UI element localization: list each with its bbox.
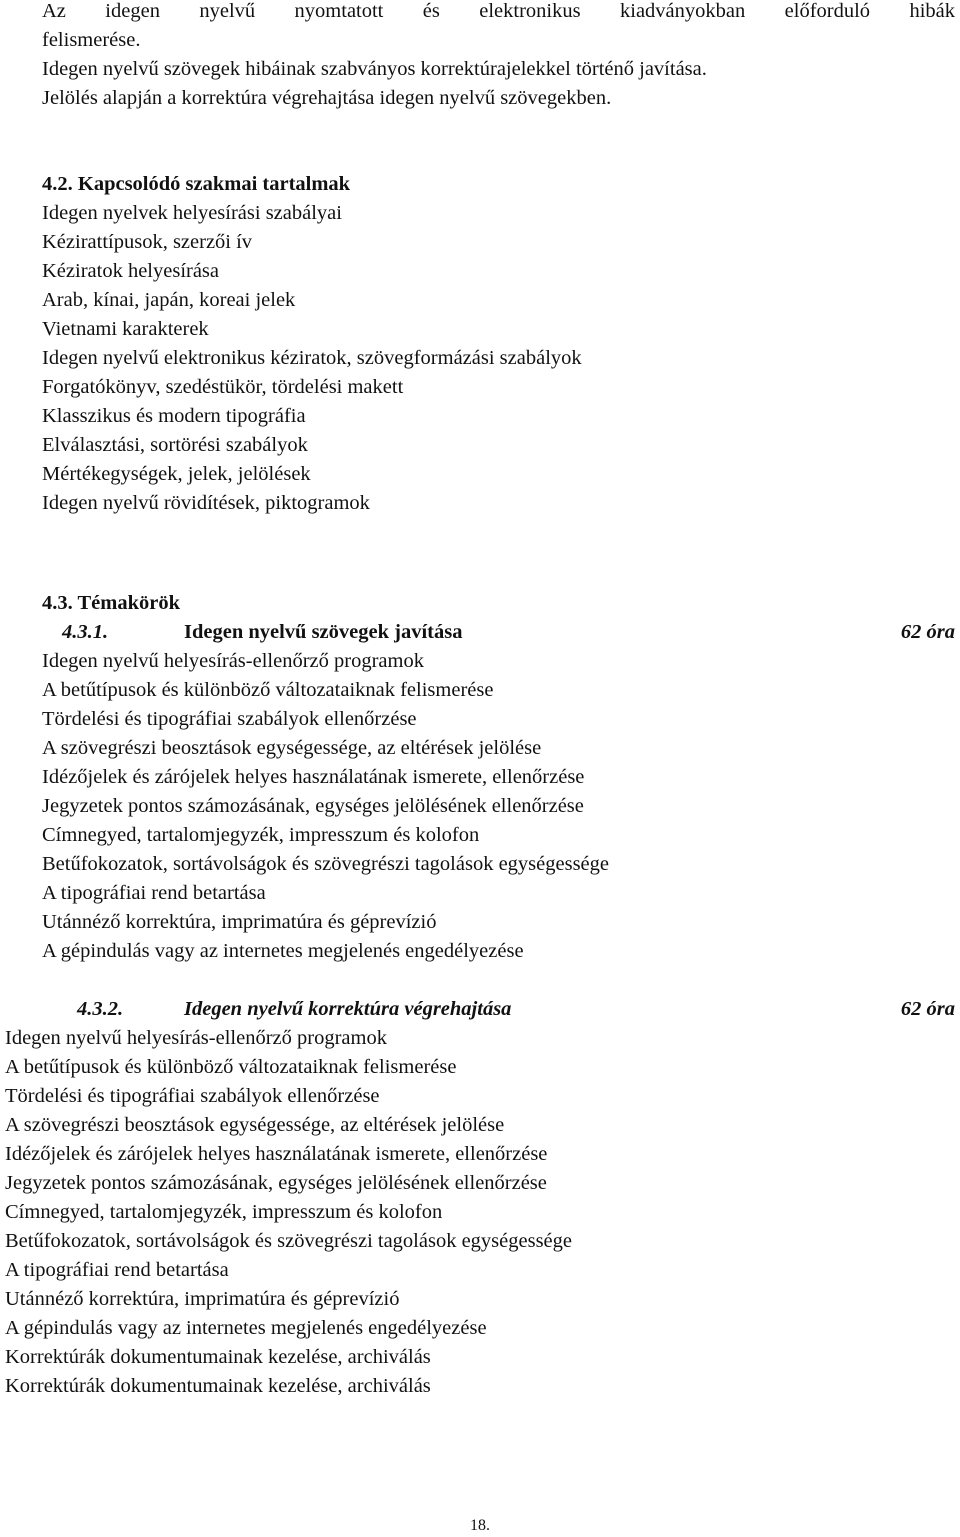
list-item: Idézőjelek és zárójelek helyes használatának ismerete, ellenőrzése [42,766,585,788]
list-item: Idegen nyelvű helyesírás-ellenőrző programok [5,1027,387,1049]
list-item: A szövegrészi beosztások egységessége, az eltérések jelölése [5,1114,505,1136]
list-item: A gépindulás vagy az internetes megjelenés engedélyezése [5,1317,487,1339]
subsection-title: Idegen nyelvű szövegek javítása [184,621,463,643]
page-number: 18. [470,1517,490,1534]
list-item: Korrektúrák dokumentumainak kezelése, archiválás [5,1375,431,1397]
list-item: A gépindulás vagy az internetes megjelenés engedélyezése [42,940,524,962]
list-item: Klasszikus és modern tipográfia [42,405,306,427]
list-item: Korrektúrák dokumentumainak kezelése, archiválás [5,1346,431,1368]
subsection-hours: 62 óra [900,998,955,1020]
list-item: Vietnami karakterek [42,318,209,340]
intro-line: Idegen nyelvű szövegek hibáinak szabványos korrektúrajelekkel történő javítása. [42,58,707,80]
section-heading-4-2: 4.2. Kapcsolódó szakmai tartalmak [42,173,351,195]
intro-line: Az idegen nyelvű nyomtatott és elektronikus kiadványokban előforduló hibák [42,0,955,22]
list-item: Kéziratok helyesírása [42,260,220,282]
list-item: Elválasztási, sortörési szabályok [42,434,308,456]
list-item: Tördelési és tipográfiai szabályok ellenőrzése [42,708,417,730]
list-item: Idegen nyelvű rövidítések, piktogramok [42,492,370,514]
list-item: Idegen nyelvű helyesírás-ellenőrző programok [42,650,424,672]
subsection-heading-4-3-2 [42,995,955,1024]
list-item: Betűfokozatok, sortávolságok és szövegrészi tagolások egységessége [5,1230,573,1252]
list-item: Mértékegységek, jelek, jelölések [42,463,311,485]
list-item: Jegyzetek pontos számozásának, egységes jelölésének ellenőrzése [5,1172,547,1194]
subsection-number: 4.3.1. [62,621,109,643]
list-item: A tipográfiai rend betartása [42,882,266,904]
list-item: Utánnéző korrektúra, imprimatúra és géprevízió [42,911,437,933]
list-item: Idézőjelek és zárójelek helyes használatának ismerete, ellenőrzése [5,1143,548,1165]
subsection-hours: 62 óra [900,621,955,643]
list-item: Arab, kínai, japán, koreai jelek [42,289,296,311]
section-heading-4-3: 4.3. Témakörök [42,592,181,614]
list-item: A betűtípusok és különböző változataiknak felismerése [5,1056,457,1078]
list-item: Címnegyed, tartalomjegyzék, impresszum és kolofon [5,1201,443,1223]
list-item: Címnegyed, tartalomjegyzék, impresszum és kolofon [42,824,480,846]
list-item: A betűtípusok és különböző változataiknak felismerése [42,679,494,701]
list-item: Jegyzetek pontos számozásának, egységes jelölésének ellenőrzése [42,795,584,817]
intro-line: Jelölés alapján a korrektúra végrehajtása idegen nyelvű szövegekben. [42,87,612,109]
intro-line: felismerése. [42,29,141,51]
list-item: Utánnéző korrektúra, imprimatúra és géprevízió [5,1288,400,1310]
subsection-number: 4.3.2. [77,998,124,1020]
list-item: Kézirattípusok, szerzői ív [42,231,253,253]
list-item: Forgatókönyv, szedéstükör, tördelési makett [42,376,404,398]
list-item: A tipográfiai rend betartása [5,1259,229,1281]
list-item: Betűfokozatok, sortávolságok és szövegrészi tagolások egységessége [42,853,610,875]
list-item: A szövegrészi beosztások egységessége, az eltérések jelölése [42,737,542,759]
subsection-title: Idegen nyelvű korrektúra végrehajtása [184,998,512,1020]
list-item: Tördelési és tipográfiai szabályok ellenőrzése [5,1085,380,1107]
list-item: Idegen nyelvű elektronikus kéziratok, szövegformázási szabályok [42,347,582,369]
list-item: Idegen nyelvek helyesírási szabályai [42,202,342,224]
subsection-heading-4-3-1 [42,618,955,647]
